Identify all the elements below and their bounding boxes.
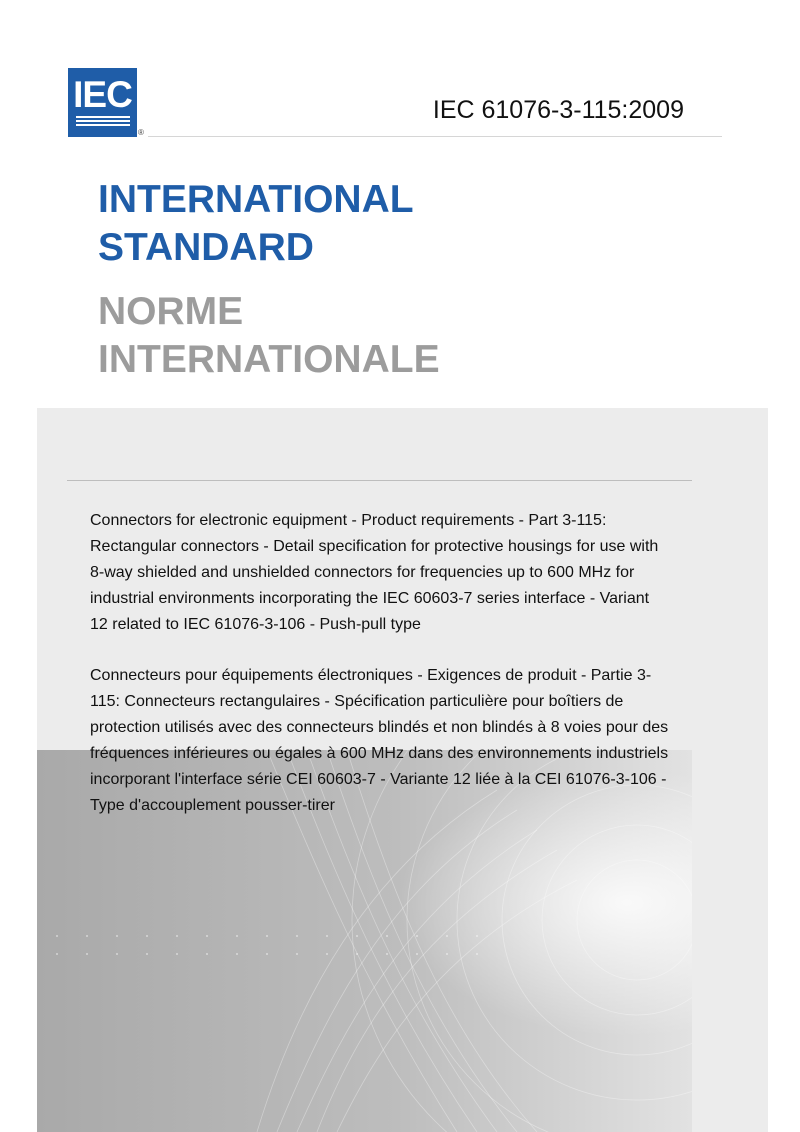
panel-divider: [67, 480, 692, 481]
description-french: Connecteurs pour équipements électroniques - Exigences de produit - Partie 3-115: Connecteurs rectangulaires - Spécification particulière pour boîtiers de protection utilisés avec des connecteurs blindés et non blindés à 8 voies pour des fréquences inférieures ou égales à 600 MHz dans des environnements industriels incorporant l'interface série CEI 60603-7 - Variante 12 liée à la CEI 61076-3-106 - Type d'accouplement pousser-tirer: [90, 667, 669, 814]
standard-number: IEC 61076-3-115:2009: [432, 96, 684, 124]
header-divider: [148, 136, 722, 137]
logo-lines-icon: [76, 116, 130, 128]
title-french: NORME INTERNATIONALE: [98, 290, 440, 381]
iec-logo: [68, 68, 137, 137]
title-english: INTERNATIONAL STANDARD: [98, 178, 414, 269]
logo-text: IEC: [73, 74, 132, 115]
registered-mark: ®: [138, 128, 144, 137]
description-english: Connectors for electronic equipment - Product requirements - Part 3-115: Rectangular connectors - Detail specification for protective housings for use with 8-way shielded and unshielded connectors for frequencies up to 600 MHz for industrial environments incorporating the IEC 60603-7 series interface - Variant 12 related to IEC 61076-3-106 - Push-pull type: [90, 512, 659, 633]
